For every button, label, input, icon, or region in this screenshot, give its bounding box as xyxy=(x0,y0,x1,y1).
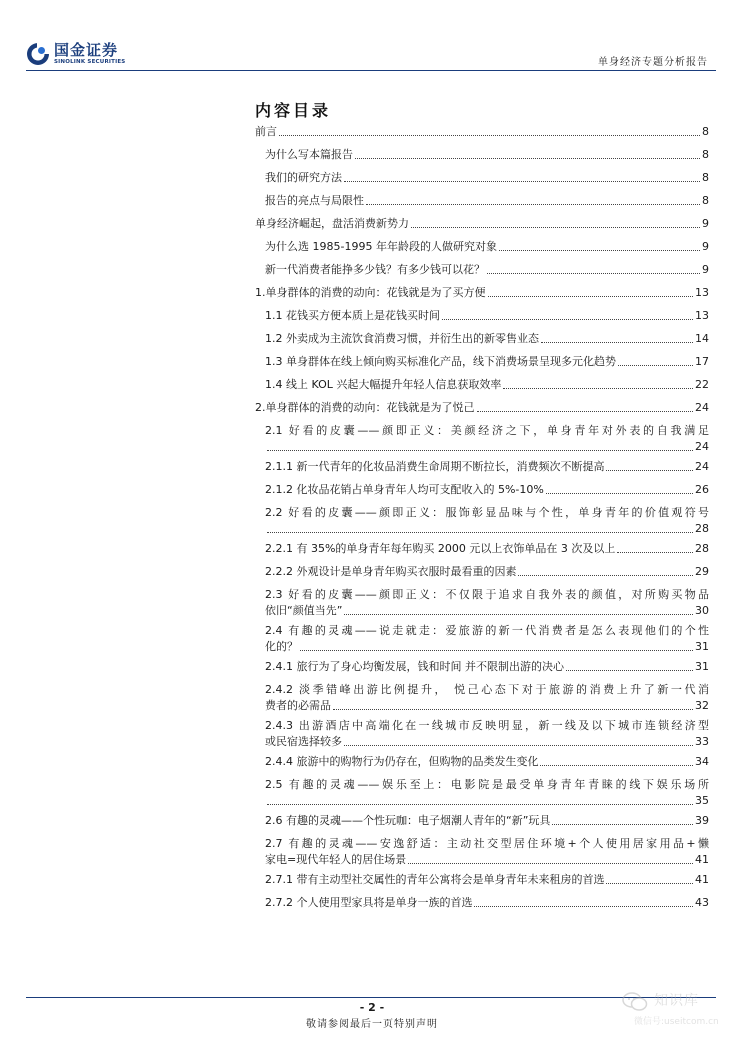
toc-page-number: 8 xyxy=(702,148,709,161)
toc-entry-label: 报告的亮点与局限性 xyxy=(265,194,364,207)
page-number: - 2 - xyxy=(359,1001,385,1014)
toc-leader-dots xyxy=(474,906,693,907)
toc-entry[interactable] xyxy=(255,331,709,347)
toc-entry-label: 单身经济崛起，盘活消费新势力 xyxy=(255,217,409,230)
toc-page-number: 34 xyxy=(695,755,709,768)
toc-entry-label: 2.1.2 化妆品花销占单身青年人均可支配收入的 5%-10% xyxy=(265,483,544,496)
toc-leader-dots xyxy=(477,411,694,412)
toc-leader-dots xyxy=(366,204,700,205)
toc-entry-label: 新一代消费者能挣多少钱？有多少钱可以花？ xyxy=(265,263,485,276)
header-divider xyxy=(26,70,716,71)
toc-entry-label: 2.2.1 有 35%的单身青年每年购买 2000 元以上衣饰单品在 3 次及以上 xyxy=(265,542,616,555)
toc-entry-label-cont: 化的？ xyxy=(265,640,298,653)
toc-page-number: 24 xyxy=(695,440,709,453)
toc-page-number: 41 xyxy=(695,873,709,886)
toc-leader-dots xyxy=(518,575,693,576)
toc-page-number: 39 xyxy=(695,814,709,827)
report-title: 单身经济专题分析报告 xyxy=(598,57,708,68)
toc-page-number: 13 xyxy=(695,286,709,299)
toc-entry[interactable] xyxy=(255,777,709,809)
logo-chinese-name: 国金证券 xyxy=(54,40,119,59)
toc-entry-label: 前言 xyxy=(255,125,277,138)
toc-page-number: 35 xyxy=(695,794,709,807)
toc-page-number: 30 xyxy=(695,604,709,617)
table-of-contents xyxy=(255,124,709,918)
toc-page-number: 9 xyxy=(702,263,709,276)
toc-entry-label: 1.3 单身群体在线上倾向购买标准化产品，线下消费场景呈现多元化趋势 xyxy=(265,355,616,368)
toc-page-number: 26 xyxy=(695,483,709,496)
toc-leader-dots xyxy=(540,765,693,766)
toc-entry-label: 2.单身群体的消费的动向：花钱就是为了悦己 xyxy=(255,401,475,414)
toc-entry-label: 2.3 好看的皮囊——颜即正义：不仅限于追求自我外表的颜值，对所购买物品 xyxy=(265,588,709,601)
sinolink-logo-icon xyxy=(26,42,50,66)
toc-page-number: 28 xyxy=(695,542,709,555)
toc-entry-label: 2.6 有趣的灵魂——个性玩咖：电子烟潮人青年的“新”玩具 xyxy=(265,814,551,827)
toc-entry-label: 2.4.4 旅游中的购物行为仍存在，但购物的品类发生变化 xyxy=(265,755,539,768)
toc-page-number: 9 xyxy=(702,240,709,253)
toc-page-number: 31 xyxy=(695,640,709,653)
toc-entry[interactable] xyxy=(255,541,709,557)
toc-leader-dots xyxy=(344,614,693,615)
toc-entry[interactable] xyxy=(255,459,709,475)
toc-entry[interactable] xyxy=(255,682,709,714)
wechat-icon xyxy=(622,992,648,1012)
toc-leader-dots xyxy=(267,532,693,533)
toc-entry-label: 为什么选 1985-1995 年年龄段的人做研究对象 xyxy=(265,240,497,253)
toc-entry-label: 为什么写本篇报告 xyxy=(265,148,353,161)
toc-page-number: 9 xyxy=(702,217,709,230)
toc-entry[interactable] xyxy=(255,482,709,498)
toc-leader-dots xyxy=(546,493,693,494)
toc-entry[interactable] xyxy=(255,895,709,911)
toc-entry[interactable] xyxy=(255,813,709,829)
toc-page-number: 24 xyxy=(695,460,709,473)
toc-page-number: 32 xyxy=(695,699,709,712)
toc-leader-dots xyxy=(355,158,700,159)
toc-leader-dots xyxy=(503,388,693,389)
footer-disclaimer: 敬请参阅最后一页特别声明 xyxy=(306,1019,438,1030)
toc-page-number: 13 xyxy=(695,309,709,322)
toc-leader-dots xyxy=(333,709,693,710)
toc-entry[interactable] xyxy=(255,564,709,580)
toc-entry-label: 1.单身群体的消费的动向：花钱就是为了买方便 xyxy=(255,286,486,299)
toc-entry[interactable] xyxy=(255,754,709,770)
toc-leader-dots xyxy=(618,365,693,366)
toc-entry-label: 2.7.2 个人使用型家具将是单身一族的首选 xyxy=(265,896,473,909)
watermark-sub: 微信号:useitcom.cn xyxy=(634,1017,719,1027)
toc-leader-dots xyxy=(541,342,693,343)
toc-heading: 内容目录 xyxy=(255,101,332,120)
toc-page-number: 8 xyxy=(702,125,709,138)
page-header xyxy=(0,0,744,75)
toc-entry-label: 2.4.2 淡季错峰出游比例提升， 悦己心态下对于旅游的消费上升了新一代消 xyxy=(265,683,709,696)
toc-leader-dots xyxy=(499,250,700,251)
toc-entry-label: 2.4.1 旅行为了身心均衡发展，钱和时间 并不限制出游的决心 xyxy=(265,660,564,673)
toc-entry[interactable] xyxy=(255,354,709,370)
toc-leader-dots xyxy=(442,319,693,320)
toc-entry-label: 2.2 好看的皮囊——颜即正义：服饰彰显品味与个性，单身青年的价值观符号 xyxy=(265,506,709,519)
toc-leader-dots xyxy=(487,273,700,274)
company-logo xyxy=(26,42,125,66)
toc-entry-label: 1.2 外卖成为主流饮食消费习惯，并衍生出的新零售业态 xyxy=(265,332,539,345)
toc-entry[interactable] xyxy=(255,239,709,255)
toc-page-number: 8 xyxy=(702,194,709,207)
toc-entry-label: 2.7 有趣的灵魂——安逸舒适：主动社交型居住环境+个人使用居家用品+懒 xyxy=(265,837,709,850)
toc-leader-dots xyxy=(300,650,693,651)
toc-entry[interactable] xyxy=(255,193,709,209)
toc-entry[interactable] xyxy=(255,400,709,416)
toc-page-number: 41 xyxy=(695,853,709,866)
toc-entry[interactable] xyxy=(255,623,709,655)
watermark-main: 知识库 xyxy=(654,993,699,1009)
toc-entry-label: 2.4.3 出游酒店中高端化在一线城市反映明显，新一线及以下城市连锁经济型 xyxy=(265,719,709,732)
watermark xyxy=(622,990,732,1030)
toc-entry-label: 2.4 有趣的灵魂——说走就走：爱旅游的新一代消费者是怎么表现他们的个性 xyxy=(265,624,709,637)
toc-entry[interactable] xyxy=(255,124,709,140)
toc-leader-dots xyxy=(411,227,700,228)
toc-entry[interactable] xyxy=(255,423,709,455)
toc-page-number: 8 xyxy=(702,171,709,184)
toc-entry-label-cont: 费者的必需品 xyxy=(265,699,331,712)
toc-leader-dots xyxy=(267,450,693,451)
toc-page-number: 14 xyxy=(695,332,709,345)
toc-entry[interactable] xyxy=(255,587,709,619)
toc-entry[interactable] xyxy=(255,170,709,186)
toc-entry-label: 1.4 线上 KOL 兴起大幅提升年轻人信息获取效率 xyxy=(265,378,502,391)
toc-leader-dots xyxy=(344,181,700,182)
toc-leader-dots xyxy=(488,296,694,297)
toc-page-number: 17 xyxy=(695,355,709,368)
toc-entry-label-cont: 或民宿选择较多 xyxy=(265,735,342,748)
toc-leader-dots xyxy=(566,670,693,671)
toc-page-number: 29 xyxy=(695,565,709,578)
toc-page-number: 22 xyxy=(695,378,709,391)
toc-page-number: 28 xyxy=(695,522,709,535)
toc-entry[interactable] xyxy=(255,872,709,888)
toc-leader-dots xyxy=(344,745,693,746)
toc-entry-label: 2.1.1 新一代青年的化妆品消费生命周期不断拉长，消费频次不断提高 xyxy=(265,460,605,473)
toc-entry-label: 我们的研究方法 xyxy=(265,171,342,184)
toc-leader-dots xyxy=(552,824,693,825)
toc-entry[interactable] xyxy=(255,659,709,675)
toc-entry-label: 2.7.1 带有主动型社交属性的青年公寓将会是单身青年未来租房的首选 xyxy=(265,873,605,886)
toc-entry-label: 2.5 有趣的灵魂——娱乐至上：电影院是最受单身青年青睐的线下娱乐场所 xyxy=(265,778,709,791)
logo-english-name: SINOLINK SECURITIES xyxy=(54,58,126,65)
toc-entry[interactable] xyxy=(255,377,709,393)
toc-page-number: 31 xyxy=(695,660,709,673)
toc-leader-dots xyxy=(267,804,693,805)
toc-entry[interactable] xyxy=(255,836,709,868)
toc-entry[interactable] xyxy=(255,216,709,232)
toc-entry[interactable] xyxy=(255,308,709,324)
toc-page-number: 43 xyxy=(695,896,709,909)
toc-entry[interactable] xyxy=(255,718,709,750)
toc-entry-label: 1.1 花钱买方便本质上是花钱买时间 xyxy=(265,309,440,322)
toc-leader-dots xyxy=(279,135,700,136)
toc-leader-dots xyxy=(606,470,693,471)
toc-entry-label: 2.1 好看的皮囊——颜即正义：美颜经济之下，单身青年对外表的自我满足 xyxy=(265,424,709,437)
toc-page-number: 24 xyxy=(695,401,709,414)
toc-leader-dots xyxy=(617,552,693,553)
toc-leader-dots xyxy=(606,883,693,884)
footer-divider xyxy=(26,997,716,998)
toc-entry[interactable] xyxy=(255,505,709,537)
toc-entry[interactable] xyxy=(255,147,709,163)
toc-entry-label-cont: 家电=现代年轻人的居住场景 xyxy=(265,853,407,866)
toc-entry-label: 2.2.2 外观设计是单身青年购买衣服时最看重的因素 xyxy=(265,565,517,578)
toc-entry[interactable] xyxy=(255,285,709,301)
toc-entry[interactable] xyxy=(255,262,709,278)
toc-leader-dots xyxy=(408,863,693,864)
toc-page-number: 33 xyxy=(695,735,709,748)
toc-entry-label-cont: 依旧“颜值当先” xyxy=(265,604,343,617)
